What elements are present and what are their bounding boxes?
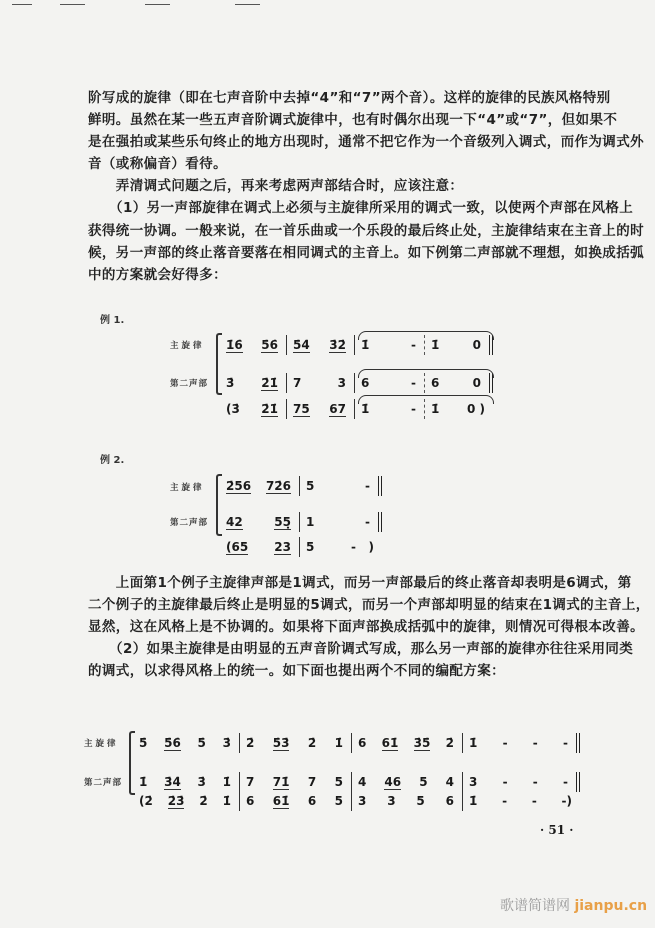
note: 3 (337, 376, 346, 390)
measure (224, 399, 287, 419)
note: 2̇ (246, 736, 255, 750)
tie-arc (358, 331, 494, 340)
score-row-main (137, 733, 580, 753)
note: 5 (334, 794, 343, 808)
measure (224, 537, 300, 557)
note: - (502, 736, 508, 750)
beamed-note-group: 72̇6 (265, 478, 291, 493)
watermark-cn: 歌谱简谱网 (500, 898, 570, 914)
beamed-note-group: 5̇6̇ (164, 735, 181, 750)
note: 0 (472, 376, 481, 390)
measure (300, 537, 382, 557)
main-melody-label: 主旋律 (84, 739, 119, 749)
text-line: 音（或称偏音）看待。 (88, 156, 227, 172)
note: 1̇ (469, 736, 478, 750)
second-part-label: 第二声部 (170, 518, 209, 528)
note: 1̇ (334, 736, 343, 750)
note: 6 (431, 376, 440, 390)
scan-artifact (60, 4, 85, 5)
beamed-note-group: 3̇5̇ (413, 735, 431, 750)
measure (224, 373, 287, 393)
beamed-note-group: 2̇3̇ (167, 793, 185, 808)
system-bracket (216, 474, 222, 536)
note: 1̇ (361, 338, 370, 352)
note: 5̇ (139, 736, 148, 750)
note: 3̇ (222, 736, 231, 750)
note: 1 (306, 515, 315, 529)
measure (300, 512, 382, 532)
text-line: 上面第1个例子主旋律声部是1调式，而另一声部最后的终止落音却表明是6调式，第 (88, 575, 632, 591)
note: 6 (361, 376, 370, 390)
note: 1̇ (222, 775, 231, 789)
note: - (411, 376, 416, 390)
note: - (411, 338, 416, 352)
text-line: 获得统一协调。一般来说，在一首乐曲或一个乐段的最后终止处，主旋律结束在主音上的时 (88, 223, 644, 239)
beamed-note-group: 42 (226, 514, 243, 529)
measure (287, 335, 355, 355)
measure (352, 733, 463, 753)
note: 1̇ (222, 794, 231, 808)
beamed-note-group: 3̇2̇ (329, 337, 346, 352)
measure (287, 399, 355, 419)
note: (2̇ (139, 794, 153, 808)
note: 5 (416, 794, 425, 808)
text-line: 阶写成的旋律（即在七声音阶中去掉“4”和“7”两个音）。这样的旋律的民族风格特别 (88, 90, 611, 106)
note: 0 (472, 338, 481, 352)
beamed-note-group: 2̇1̇ (261, 401, 278, 416)
note: 3 (469, 775, 478, 789)
note: 3 (387, 794, 396, 808)
note: 2̇ (199, 794, 208, 808)
tie-arc (358, 395, 494, 404)
score-row-main (224, 476, 382, 496)
measure (463, 791, 580, 811)
measure (463, 772, 580, 792)
second-part-label: 第二声部 (170, 379, 209, 389)
measure (240, 772, 352, 792)
score-row-main (224, 335, 493, 355)
note: 2̇ (307, 736, 317, 750)
note: 3̇ (226, 376, 235, 390)
note: 6 (445, 794, 454, 808)
beamed-note-group: 61̇ (272, 793, 290, 808)
beamed-note-group: 75 (293, 401, 310, 416)
note: -) (561, 794, 572, 808)
beamed-note-group: 2̇56 (226, 478, 252, 493)
beamed-note-group: 67 (329, 401, 346, 416)
text-line: 的调式，以求得风格上的统一。如下面也提出两个不同的编配方案： (88, 663, 505, 679)
note: 4 (445, 775, 454, 789)
score-row-alt (224, 399, 493, 419)
score-row-second (224, 373, 493, 393)
note: - (365, 515, 370, 529)
note: - ) (351, 540, 374, 554)
note: - (562, 775, 568, 789)
note: 1̇ (139, 775, 148, 789)
note: 6 (307, 794, 317, 808)
measure (463, 733, 580, 753)
note: (3̇ (226, 402, 240, 416)
note: 5 (334, 775, 343, 789)
text-line: （2）如果主旋律是由明显的五声音阶调式写成，那么另一声部的旋律亦往往采用同类 (88, 641, 634, 657)
note: - (562, 736, 568, 750)
tie-arc (358, 369, 494, 378)
text-line: 二个例子的主旋律最后终止是明显的5调式，而另一个声部却明显的结束在1调式的主音上， (88, 597, 650, 613)
beamed-note-group: 23 (274, 539, 291, 554)
note: - (532, 736, 538, 750)
scan-artifact (12, 4, 32, 5)
text-line: 鲜明。虽然在某一些五声音阶调式旋律中，也有时偶尔出现一下“4”或“7”，但如果不 (88, 112, 618, 128)
note: 6 (246, 794, 255, 808)
score-row-alt (137, 791, 580, 811)
note: - (411, 402, 416, 416)
text-line: 显然，这在风格上是不协调的。如果将下面声部换成括弧中的旋律，则情况可得根本改善。 (88, 619, 644, 635)
system-bracket (216, 333, 222, 395)
page-number: · 51 · (540, 823, 574, 837)
text-line: 候，另一声部的终止落音要落在相同调式的主音上。如下例第二声部就不理想，如换成括弧 (88, 245, 644, 261)
note: 1̇ (431, 402, 440, 416)
measure (137, 733, 240, 753)
note: - (365, 479, 370, 493)
beamed-note-group: 71̇ (272, 774, 290, 789)
note: 7 (293, 376, 302, 390)
score-row-second (137, 772, 580, 792)
beamed-note-group: 5̇6̇ (261, 337, 278, 352)
text-line: （1）另一声部旋律在调式上必须与主旋律所采用的调式一致，以使两个声部在风格上 (88, 200, 634, 216)
main-melody-label: 主旋律 (170, 341, 205, 351)
scan-artifact (145, 4, 170, 5)
note: 5̇ (197, 736, 206, 750)
watermark (500, 895, 647, 915)
measure (224, 512, 300, 532)
measure (224, 335, 287, 355)
measure (137, 791, 240, 811)
note: 5 (306, 479, 315, 493)
scan-artifact (235, 4, 260, 5)
note: - (502, 794, 508, 808)
measure (352, 772, 463, 792)
note: 2̇ (445, 736, 454, 750)
note: - (502, 775, 508, 789)
score-row-second (224, 512, 382, 532)
note: 5 (419, 775, 428, 789)
note: 1̇ (469, 794, 478, 808)
note: 1̇ (431, 338, 440, 352)
text-line: 弄清调式问题之后，再来考虑两声部结合时，应该注意： (88, 178, 464, 194)
beamed-note-group: (65 (226, 539, 249, 554)
watermark-en: jianpu.cn (574, 898, 648, 914)
measure (300, 476, 382, 496)
main-melody-label: 主旋律 (170, 483, 205, 493)
note: 3 (358, 794, 367, 808)
measure (240, 791, 352, 811)
measure (240, 733, 352, 753)
note: 4 (358, 775, 367, 789)
beamed-note-group: 5̇4̇ (293, 337, 310, 352)
example-2-label: 例 2. (100, 455, 125, 466)
measure (287, 373, 355, 393)
score-row-alt (224, 537, 382, 557)
measure (137, 772, 240, 792)
beamed-note-group: 61̇ (381, 735, 399, 750)
note: 7 (246, 775, 255, 789)
note: 6 (358, 736, 367, 750)
beamed-note-group: 46 (384, 774, 402, 789)
beamed-note-group: 3̇4̇ (164, 774, 181, 789)
text-line: 中的方案就会好得多： (88, 267, 227, 283)
measure (352, 791, 463, 811)
beamed-note-group: 2̇1̇ (261, 375, 278, 390)
beamed-note-group: 55̣ (274, 514, 291, 529)
note: - (531, 794, 537, 808)
system-bracket (129, 731, 135, 795)
example-1-label: 例 1. (100, 315, 125, 326)
note: 0 ) (466, 402, 485, 416)
second-part-label: 第二声部 (84, 778, 123, 788)
note: 5 (306, 540, 315, 554)
measure (224, 476, 300, 496)
note: - (532, 775, 538, 789)
note: 1̇ (361, 402, 370, 416)
note: 7 (307, 775, 317, 789)
beamed-note-group: 5̇3̇ (272, 735, 290, 750)
note: 3̇ (197, 775, 206, 789)
beamed-note-group: 1̇6̇ (226, 337, 243, 352)
text-line: 是在强拍或某些乐句终止的地方出现时，通常不把它作为一个音级列入调式，而作为调式外 (88, 134, 644, 150)
